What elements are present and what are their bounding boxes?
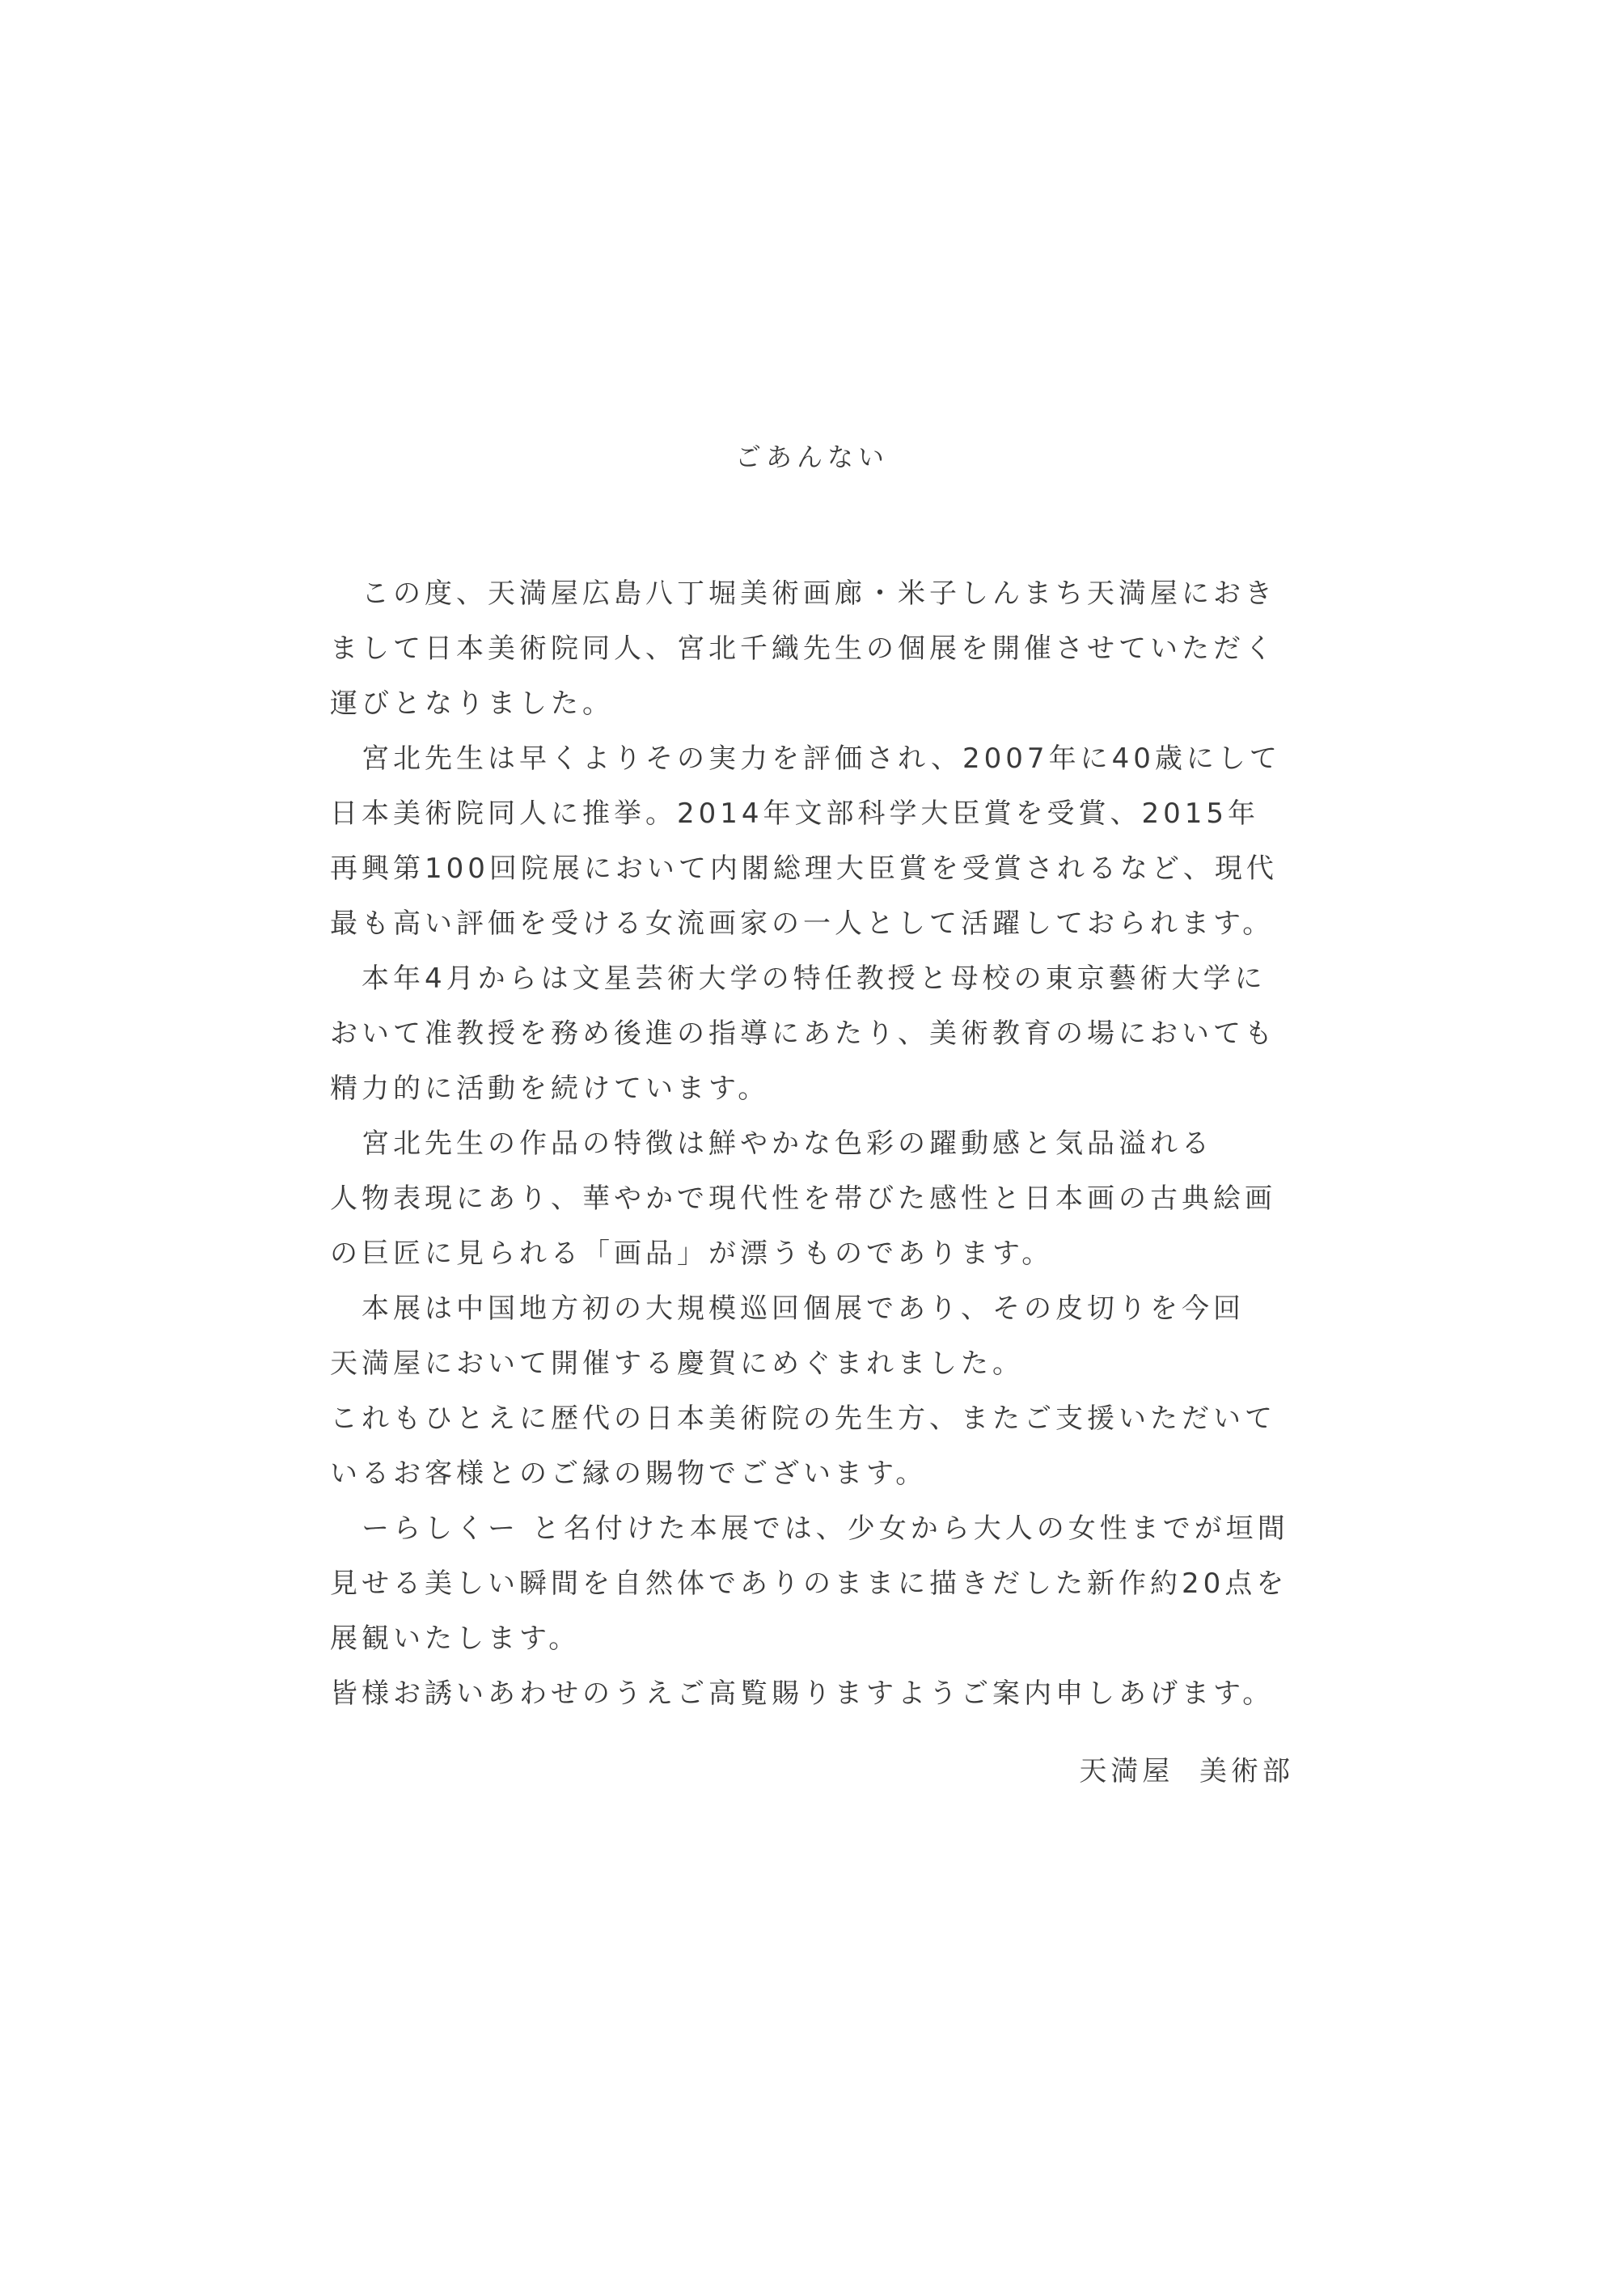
- body-line: 本展は中国地方初の大規模巡回個展であり、その皮切りを今回: [330, 1292, 1245, 1325]
- document-body: [330, 566, 1300, 1721]
- body-line: 運びとなりました。: [330, 687, 614, 720]
- body-line: 宮北先生の作品の特徴は鮮やかな色彩の躍動感と気品溢れる: [330, 1127, 1213, 1160]
- body-line: 展観いたします。: [330, 1622, 581, 1655]
- signature: 天満屋 美術部: [1079, 1755, 1294, 1787]
- body-line: 宮北先生は早くよりその実力を評価され、2007年に40歳にして: [330, 742, 1281, 775]
- body-line: 人物表現にあり、華やかで現代性を帯びた感性と日本画の古典絵画: [330, 1182, 1276, 1215]
- body-line: 天満屋において開催する慶賀にめぐまれました。: [330, 1347, 1024, 1380]
- body-line: 再興第100回院展において内閣総理大臣賞を受賞されるなど、現代: [330, 852, 1278, 885]
- body-line: 本年4月からは文星芸術大学の特任教授と母校の東京藝術大学に: [330, 962, 1267, 995]
- body-line: 日本美術院同人に推挙。2014年文部科学大臣賞を受賞、2015年: [330, 797, 1260, 830]
- body-line: ーらしくー と名付けた本展では、少女から大人の女性までが垣間: [330, 1512, 1289, 1545]
- body-line: この度、天満屋広島八丁堀美術画廊・米子しんまち天満屋におき: [330, 577, 1276, 610]
- body-line: これもひとえに歴代の日本美術院の先生方、またご支援いただいて: [330, 1402, 1276, 1435]
- body-line: いるお客様とのご縁の賜物でございます。: [330, 1457, 928, 1490]
- body-line: 見せる美しい瞬間を自然体でありのままに描きだした新作約20点を: [330, 1567, 1288, 1600]
- body-line: の巨匠に見られる「画品」が漂うものであります。: [330, 1237, 1054, 1270]
- body-line: 精力的に活動を続けています。: [330, 1072, 770, 1105]
- body-line: 皆様お誘いあわせのうえご高覧賜りますようご案内申しあげます。: [330, 1677, 1275, 1710]
- body-line: 最も高い評価を受ける女流画家の一人として活躍しておられます。: [330, 907, 1275, 940]
- document-title: ごあんない: [734, 442, 889, 472]
- body-line: おいて准教授を務め後進の指導にあたり、美術教育の場においても: [330, 1017, 1276, 1050]
- body-line: まして日本美術院同人、宮北千織先生の個展を開催させていただく: [330, 632, 1276, 665]
